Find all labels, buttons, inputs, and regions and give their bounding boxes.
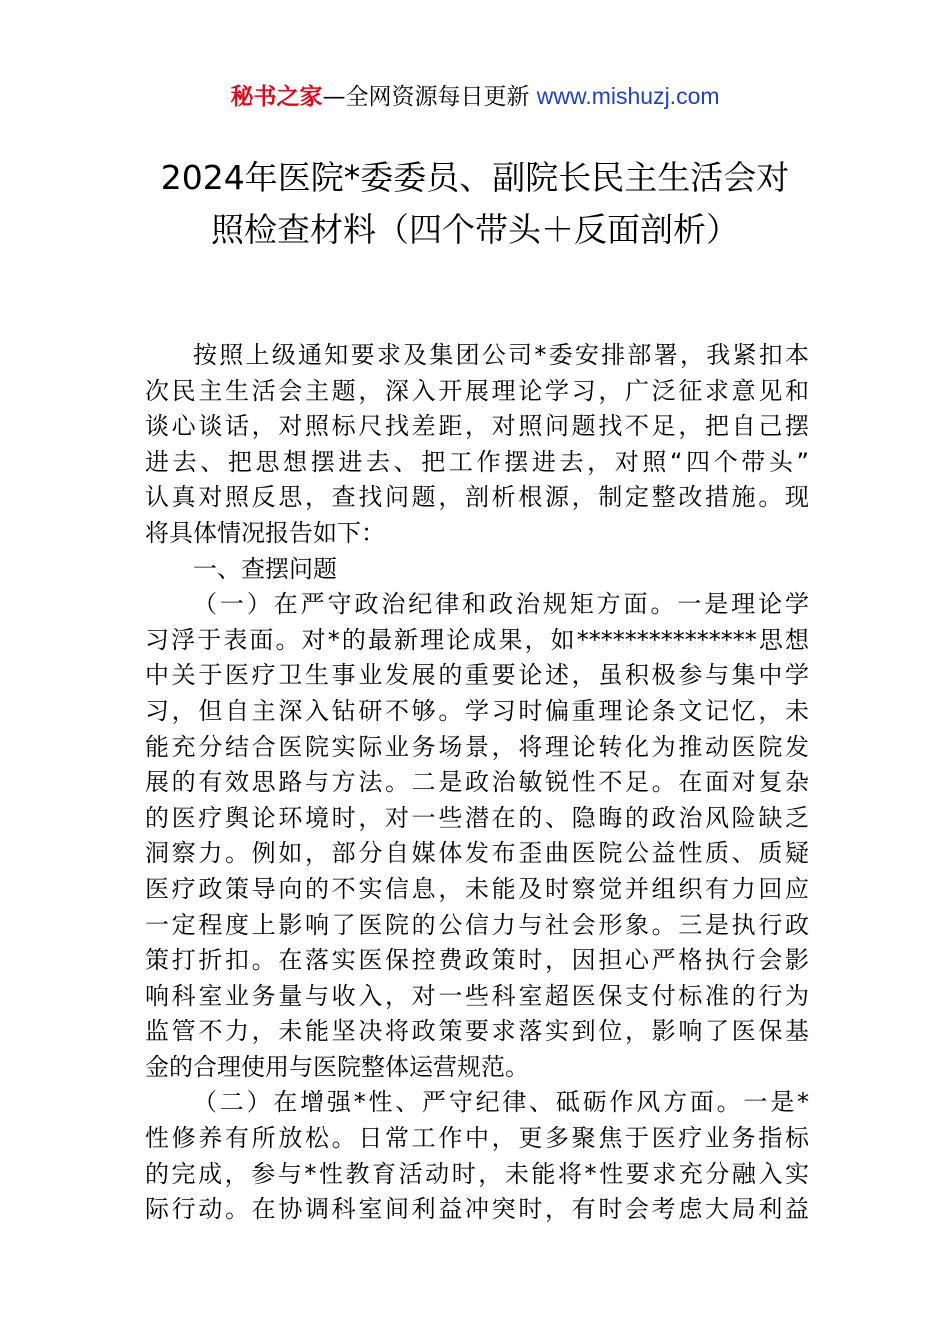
header-slogan: —全网资源每日更新 <box>322 84 537 110</box>
document-title <box>110 152 840 256</box>
brand-name: 秘书之家 <box>230 84 323 110</box>
document-body <box>145 338 809 1228</box>
text-line: 习浮于表面。对*的最新理论成果，如***************思想 <box>145 625 809 654</box>
text-line: 洞察力。例如，部分自媒体发布歪曲医院公益性质、质疑 <box>145 839 809 868</box>
text-line: （二）在增强*性、严守纪律、砥砺作风方面。一是* <box>193 1088 809 1117</box>
site-header <box>0 80 950 113</box>
text-line: 监管不力，未能坚决将政策要求落实到位，影响了医保基 <box>145 1017 809 1046</box>
text-line: 次民主生活会主题，深入开展理论学习，广泛征求意见和 <box>145 376 809 405</box>
text-line: （一）在严守政治纪律和政治规矩方面。一是理论学 <box>193 590 809 619</box>
site-url[interactable]: www.mishuzj.com <box>536 83 720 109</box>
text-line: 一定程度上影响了医院的公信力与社会形象。三是执行政 <box>145 910 809 939</box>
text-line: 能充分结合医院实际业务场景，将理论转化为推动医院发 <box>145 732 809 761</box>
text-line: 金的合理使用与医院整体运营规范。 <box>145 1052 529 1081</box>
text-line: 性修养有所放松。日常工作中，更多聚焦于医疗业务指标 <box>145 1124 809 1153</box>
text-line: 将具体情况报告如下： <box>145 518 385 547</box>
title-line-1: 2024年医院*委委员、副院长民主生活会对 <box>160 158 790 197</box>
text-line: 一、查摆问题 <box>193 554 337 583</box>
text-line: 谈心谈话，对照标尺找差距，对照问题找不足，把自己摆 <box>145 412 809 441</box>
text-line: 按照上级通知要求及集团公司*委安排部署，我紧扣本 <box>193 341 809 369</box>
text-line: 认真对照反思，查找问题，剖析根源，制定整改措施。现 <box>145 483 809 512</box>
text-line: 的完成，参与*性教育活动时，未能将*性要求充分融入实 <box>145 1159 809 1188</box>
text-line: 的医疗舆论环境时，对一些潜在的、隐晦的政治风险缺乏 <box>145 803 809 832</box>
title-line-2: 照检查材料（四个带头＋反面剖析） <box>211 210 739 249</box>
text-line: 医疗政策导向的不实信息，未能及时察觉并组织有力回应 <box>145 874 809 903</box>
text-line: 习，但自主深入钻研不够。学习时偏重理论条文记忆，未 <box>145 696 809 725</box>
text-line: 展的有效思路与方法。二是政治敏锐性不足。在面对复杂 <box>145 768 809 797</box>
text-line: 进去、把思想摆进去、把工作摆进去，对照“四个带头” <box>145 447 809 476</box>
text-line: 际行动。在协调科室间利益冲突时，有时会考虑大局利益 <box>145 1195 809 1224</box>
text-line: 策打折扣。在落实医保控费政策时，因担心严格执行会影 <box>145 946 809 975</box>
text-line: 中关于医疗卫生事业发展的重要论述，虽积极参与集中学 <box>145 661 809 690</box>
text-line: 响科室业务量与收入，对一些科室超医保支付标准的行为 <box>145 981 809 1010</box>
